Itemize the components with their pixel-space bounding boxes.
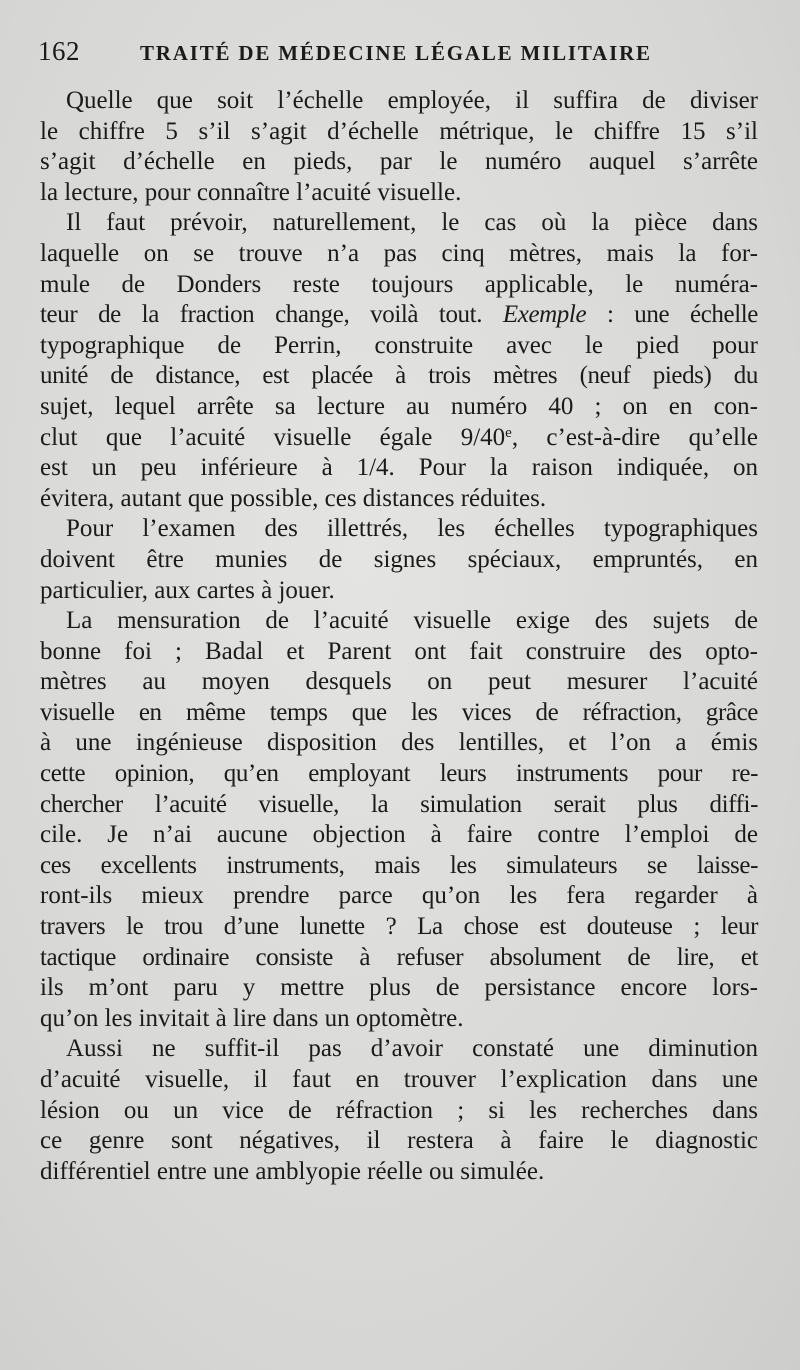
paragraph <box>40 86 758 208</box>
text-line: ils m’ont paru y mettre plus de persistance encore lors- <box>40 974 758 1002</box>
text-segment: clut que l’acuité visuelle égale 9/40 <box>40 423 506 451</box>
text-line: typographique de Perrin, construite avec le pied pour <box>40 331 758 359</box>
text-line: d’acuité visuelle, il faut en trouver l’explication dans une <box>40 1066 758 1093</box>
text-line: Pour l’examen des illettrés, les échelles typographiques <box>66 515 758 543</box>
text-line: ces excellents instruments, mais les simulateurs se laisse- <box>40 851 758 879</box>
superscript: e <box>505 424 512 441</box>
text-line: visuelle en même temps que les vices de réfraction, grâce <box>40 698 758 726</box>
paragraph <box>40 1034 758 1187</box>
page-number: 162 <box>38 36 80 66</box>
text-line: mule de Donders reste toujours applicable, le numéra- <box>40 270 758 298</box>
text-line: chercher l’acuité visuelle, la simulation serait plus diffi- <box>40 790 758 818</box>
text-line: est un peu inférieure à 1/4. Pour la raison indiquée, on <box>40 454 758 482</box>
text-line: tactique ordinaire consiste à refuser absolument de lire, et <box>40 943 758 971</box>
text-segment: : une échelle <box>606 301 758 329</box>
text-line: ront-ils mieux prendre parce qu’on les fera regarder à <box>40 882 758 910</box>
paragraph <box>40 606 758 1034</box>
text-line: Quelle que soit l’échelle employée, il suffira de diviser <box>66 87 758 114</box>
text-line: sujet, lequel arrête sa lecture au numéro 40 ; on en con- <box>40 392 758 420</box>
text-line: travers le trou d’une lunette ? La chose est douteuse ; leur <box>40 913 758 941</box>
running-header <box>38 36 752 72</box>
body-text <box>40 86 758 1187</box>
text-line: doivent être munies de signes spéciaux, empruntés, en <box>40 545 758 573</box>
text-line: mètres au moyen desquels on peut mesurer l’acuité <box>40 668 758 696</box>
text-line <box>40 423 758 454</box>
text-line: qu’on les invitait à lire dans un optomètre. <box>40 1004 464 1032</box>
text-line: la lecture, pour connaître l’acuité visuelle. <box>40 178 462 206</box>
text-line: s’agit d’échelle en pieds, par le numéro auquel s’arrête <box>40 148 758 176</box>
text-line: Aussi ne suffit-il pas d’avoir constaté une diminution <box>66 1035 758 1063</box>
paragraph <box>40 208 758 514</box>
text-line <box>40 300 758 331</box>
text-line: évitera, autant que possible, ces distances réduites. <box>40 484 547 512</box>
text-line: cile. Je n’ai aucune objection à faire contre l’emploi de <box>40 821 758 849</box>
text-line: cette opinion, qu’en employant leurs instruments pour re- <box>40 760 758 788</box>
text-line: laquelle on se trouve n’a pas cinq mètres, mais la for- <box>40 239 758 267</box>
emphasis-text: Exemple <box>502 301 587 329</box>
text-line: différentiel entre une amblyopie réelle ou simulée. <box>40 1157 545 1185</box>
text-line: lésion ou un vice de réfraction ; si les recherches dans <box>40 1096 758 1124</box>
text-segment: , c’est-à-dire qu’elle <box>511 423 758 451</box>
text-line: à une ingénieuse disposition des lentilles, et l’on a émis <box>40 729 758 757</box>
text-line: ce genre sont négatives, il restera à faire le diagnostic <box>40 1127 758 1155</box>
text-line: le chiffre 5 s’il s’agit d’échelle métrique, le chiffre 15 s’il <box>40 117 758 145</box>
text-segment: teur de la fraction change, voilà tout. <box>40 301 483 329</box>
running-title: TRAITÉ DE MÉDECINE LÉGALE MILITAIRE <box>140 41 652 65</box>
text-line: bonne foi ; Badal et Parent ont fait construire des opto- <box>40 637 758 665</box>
text-line: particulier, aux cartes à jouer. <box>40 576 335 604</box>
text-line: Il faut prévoir, naturellement, le cas où la pièce dans <box>66 209 758 237</box>
text-line: La mensuration de l’acuité visuelle exige des sujets de <box>66 607 758 635</box>
paragraph <box>40 514 758 606</box>
text-line: unité de distance, est placée à trois mètres (neuf pieds) du <box>40 362 758 390</box>
